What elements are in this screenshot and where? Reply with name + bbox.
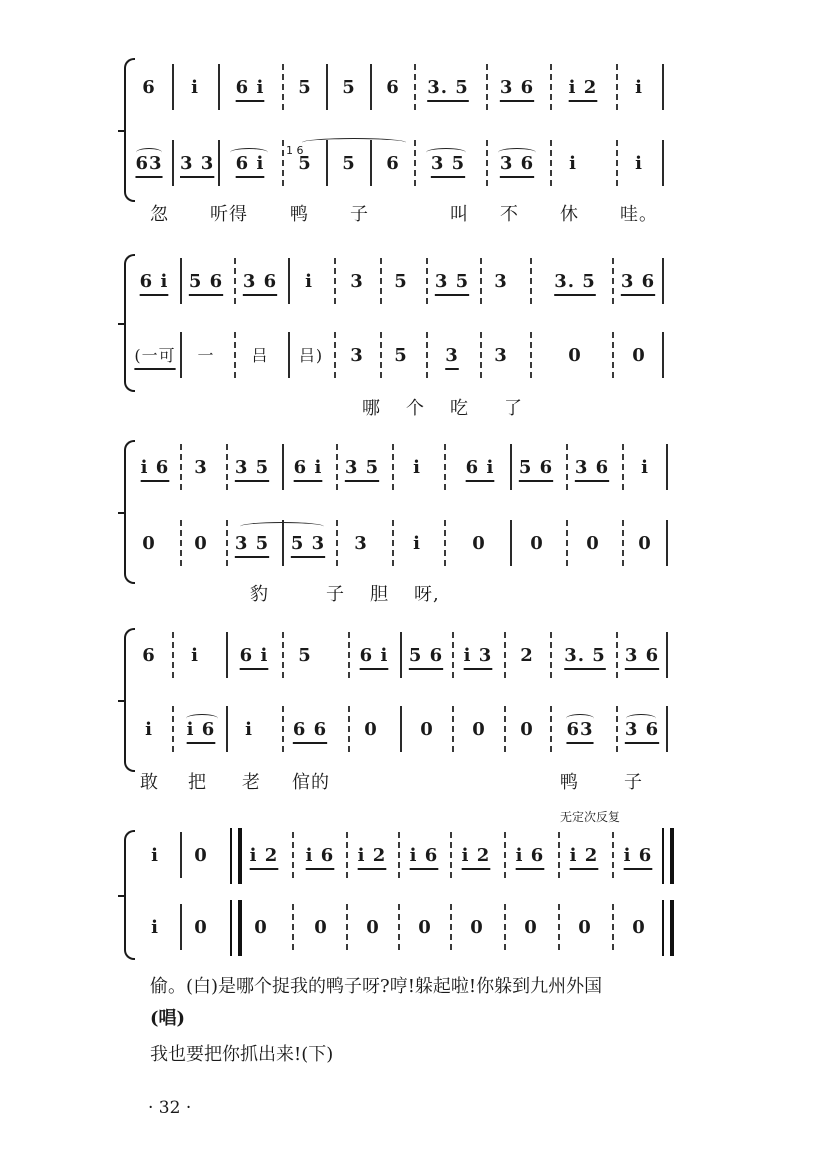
note: 5 6 [408,645,444,666]
note: 0 [638,533,652,554]
note: i [151,917,159,938]
repeat-start-barline [230,900,242,956]
barline [234,258,236,304]
barline [612,258,614,304]
barline [558,904,560,950]
note: i [413,457,421,478]
note: 一 [197,346,215,365]
lyric: 子 [624,772,643,793]
note: 吕 [251,346,269,365]
note: 3 [194,457,208,478]
barline [282,706,284,752]
note: 5 [298,77,312,98]
note: i [191,645,199,666]
note: 6 i [359,645,389,666]
note: i [245,719,253,740]
barline [452,706,454,752]
note: 2 [520,645,534,666]
lyric: 不 [500,204,519,225]
note: 5 [342,153,356,174]
note: 3 [350,271,364,292]
upper-staff [130,60,690,116]
barline [612,904,614,950]
barline [612,832,614,878]
upper-staff [130,628,690,684]
barline [662,140,664,186]
barline [666,520,668,566]
note: 5 [342,77,356,98]
lyric: 休 [560,204,579,225]
barline [226,706,228,752]
barline [666,632,668,678]
barline [426,258,428,304]
note: 5 [298,153,312,174]
note: 3 5 [344,457,380,478]
barline [550,140,552,186]
note: 5 6 [518,457,554,478]
note: i [569,153,577,174]
lyric: 叫 [450,204,469,225]
note: 6 [142,645,156,666]
barline [612,332,614,378]
barline [288,332,290,378]
note: 6 i [239,645,269,666]
note: 0 [420,719,434,740]
lyric: 哪 [362,398,381,419]
barline [348,632,350,678]
barline [616,140,618,186]
note: 6 i [465,457,495,478]
note: 5 3 [290,533,326,554]
barline [504,632,506,678]
barline [180,444,182,490]
note: i [191,77,199,98]
repeat-end-barline [662,828,674,884]
barline [616,632,618,678]
barline [334,258,336,304]
repeat-end-barline [662,900,674,956]
note: i 6 [305,845,335,866]
lyric: 听得 [210,204,248,225]
note: 0 [578,917,592,938]
note: 5 6 [188,271,224,292]
note: 0 [314,917,328,938]
note: 3 5 [234,457,270,478]
grace-note: 1 6 [286,144,304,157]
repeat-direction: 无定次反复 [560,810,621,824]
barline [662,64,664,110]
note: 3. 5 [564,645,606,666]
upper-staff [130,828,690,884]
barline [370,64,372,110]
lyric: 敢 [140,772,159,793]
barline [414,64,416,110]
barline [662,258,664,304]
dialogue-line: 偷。(白)是哪个捉我的鸭子呀?哼!躲起啦!你躲到九州外国 [150,976,603,997]
lyric: 老 [242,772,261,793]
note: 6 [386,153,400,174]
barline [426,332,428,378]
note: 6 i [293,457,323,478]
note: i 6 [140,457,170,478]
note: i 6 [186,719,216,740]
note: 5 [394,271,408,292]
barline [380,258,382,304]
note: 0 [472,719,486,740]
note: i 3 [463,645,493,666]
barline [334,332,336,378]
note: i [151,845,159,866]
note: 0 [418,917,432,938]
note: 3. 5 [554,271,596,292]
barline [348,706,350,752]
barline [530,332,532,378]
barline [392,520,394,566]
barline [172,632,174,678]
note: 6 i [139,271,169,292]
lower-staff [130,328,690,384]
note: 3 6 [624,719,660,740]
page-number: · 32 · [148,1098,192,1118]
barline [622,444,624,490]
note: 5 [298,645,312,666]
dialogue-line: 我也要把你抓出来!(下) [150,1044,334,1065]
barline [398,904,400,950]
lower-staff [130,702,690,758]
note: 6 i [235,153,265,174]
lyric: 把 [188,772,207,793]
barline [226,444,228,490]
barline [450,832,452,878]
barline [172,64,174,110]
barline [504,904,506,950]
note: i [305,271,313,292]
note: i [635,77,643,98]
lyric: 呀, [414,584,440,605]
barline [226,520,228,566]
note: i 2 [568,77,598,98]
barline [666,444,668,490]
barline [282,520,284,566]
note: 6 [386,77,400,98]
note: 3 3 [180,153,215,174]
lyric: 子 [326,584,345,605]
note: 0 [524,917,538,938]
barline [346,832,348,878]
lower-staff [130,900,690,956]
barline [380,332,382,378]
note: 3 5 [434,271,470,292]
note: 63 [566,719,594,740]
note: 63 [135,153,163,174]
barline [452,632,454,678]
lyric: 忽 [150,204,169,225]
note: 0 [364,719,378,740]
score-system-2 [130,240,690,440]
barline [480,332,482,378]
note: 3 6 [499,77,535,98]
barline [616,64,618,110]
note: 0 [530,533,544,554]
note: i [413,533,421,554]
note: i 2 [461,845,491,866]
note: 0 [254,917,268,938]
barline [326,140,328,186]
barline [218,140,220,186]
barline [346,904,348,950]
note: 6 [142,77,156,98]
lyric: 倌的 [292,772,330,793]
barline [558,832,560,878]
score-system-5 [130,800,690,960]
note: i 6 [515,845,545,866]
note: 3 [354,533,368,554]
note: i 2 [569,845,599,866]
barline [550,64,552,110]
lyric: 哇。 [620,204,658,225]
barline [282,140,284,186]
note: 6 i [235,77,265,98]
note: 0 [470,917,484,938]
barline [180,332,182,378]
note: 3 [350,345,364,366]
note: 3 6 [624,645,660,666]
barline [336,520,338,566]
score-system-1 [130,50,690,250]
upper-staff [130,254,690,310]
lyric: 鸭 [560,772,579,793]
note: 吕) [298,346,324,365]
note: 0 [586,533,600,554]
barline [504,706,506,752]
note: i 6 [623,845,653,866]
note: 0 [194,845,208,866]
score-system-4 [130,616,690,816]
repeat-start-barline [230,828,242,884]
note: 3 6 [242,271,278,292]
note: 3 5 [234,533,270,554]
note: 3 [494,345,508,366]
barline [218,64,220,110]
barline [414,140,416,186]
note: 3 5 [430,153,466,174]
barline [400,632,402,678]
barline [486,140,488,186]
note: 3 6 [574,457,610,478]
note: i [145,719,153,740]
barline [550,706,552,752]
note: (一可 [134,346,176,365]
note: 0 [194,533,208,554]
barline [288,258,290,304]
note: 0 [632,345,646,366]
note: 0 [568,345,582,366]
barline [666,706,668,752]
note: 3 6 [620,271,656,292]
dialogue-line: (唱) [150,1008,186,1029]
note: i 6 [409,845,439,866]
lyric: 个 [406,398,425,419]
note: 0 [366,917,380,938]
barline [292,904,294,950]
note: 3. 5 [427,77,469,98]
note: 0 [194,917,208,938]
barline [444,444,446,490]
note: 6 6 [292,719,328,740]
barline [172,140,174,186]
barline [292,832,294,878]
barline [226,632,228,678]
lyric: 了 [504,398,523,419]
barline [622,520,624,566]
barline [180,520,182,566]
note: 3 [445,345,459,366]
upper-staff [130,440,690,496]
barline [510,444,512,490]
barline [326,64,328,110]
barline [530,258,532,304]
lyric: 豹 [250,584,269,605]
barline [282,64,284,110]
note: i [641,457,649,478]
barline [504,832,506,878]
barline [616,706,618,752]
note: 0 [472,533,486,554]
barline [180,258,182,304]
note: 0 [142,533,156,554]
barline [444,520,446,566]
note: 0 [520,719,534,740]
note: i 2 [249,845,279,866]
lyric: 吃 [450,398,469,419]
note: 3 6 [499,153,535,174]
barline [450,904,452,950]
barline [486,64,488,110]
barline [662,332,664,378]
barline [550,632,552,678]
barline [282,632,284,678]
lyric: 鸭 [290,204,309,225]
note: i [635,153,643,174]
barline [180,904,182,950]
barline [398,832,400,878]
lyric: 胆 [370,584,389,605]
barline [370,140,372,186]
barline [400,706,402,752]
barline [282,444,284,490]
barline [392,444,394,490]
barline [234,332,236,378]
note: 0 [632,917,646,938]
barline [180,832,182,878]
barline [510,520,512,566]
note: 3 [494,271,508,292]
score-system-3 [130,430,690,630]
note: 5 [394,345,408,366]
barline [172,706,174,752]
lyric: 子 [350,204,369,225]
barline [566,520,568,566]
note: i 2 [357,845,387,866]
barline [480,258,482,304]
barline [336,444,338,490]
lower-staff [130,136,690,192]
lower-staff [130,516,690,572]
barline [566,444,568,490]
